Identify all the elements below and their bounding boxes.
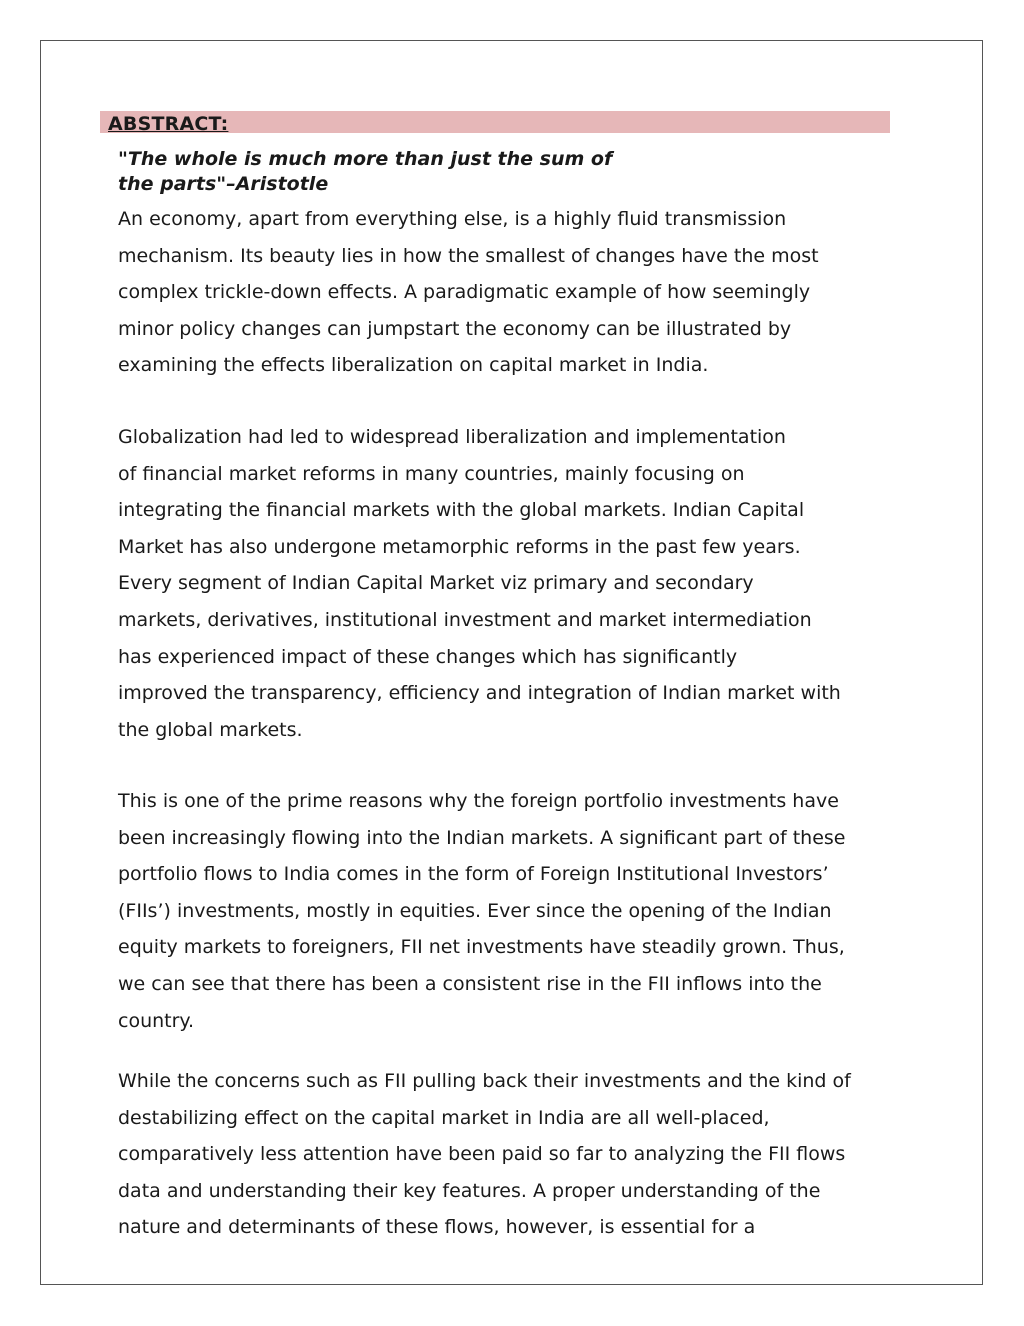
paragraph-line: data and understanding their key features. A proper understanding of the: [118, 1179, 821, 1202]
paragraph-line: of financial market reforms in many countries, mainly focusing on: [118, 462, 745, 485]
paragraph-line: we can see that there has been a consistent rise in the FII inflows into the: [118, 972, 822, 995]
paragraph-line: been increasingly flowing into the Indian markets. A significant part of these: [118, 826, 846, 849]
paragraph-line: the global markets.: [118, 718, 303, 741]
aristotle-quote: [118, 147, 678, 197]
quote-line-2: the parts"–Aristotle: [118, 173, 329, 195]
paragraph-line: destabilizing effect on the capital market in India are all well-placed,: [118, 1106, 770, 1129]
quote-line-1: "The whole is much more than just the sum of: [118, 148, 613, 170]
abstract-heading: ABSTRACT:: [108, 113, 229, 135]
paragraph-line: country.: [118, 1009, 194, 1032]
paragraph-4: [118, 1063, 908, 1246]
paragraph-line: Market has also undergone metamorphic reforms in the past few years.: [118, 535, 801, 558]
paragraph-line: (FIIs’) investments, mostly in equities. Ever since the opening of the Indian: [118, 899, 832, 922]
paragraph-line: portfolio flows to India comes in the form of Foreign Institutional Investors’: [118, 863, 829, 886]
paragraph-2: [118, 419, 908, 748]
paragraph-line: equity markets to foreigners, FII net investments have steadily grown. Thus,: [118, 936, 845, 959]
paragraph-1: [118, 201, 908, 384]
paragraph-line: minor policy changes can jumpstart the economy can be illustrated by: [118, 317, 792, 340]
paragraph-line: examining the effects liberalization on capital market in India.: [118, 354, 709, 377]
paragraph-line: integrating the financial markets with the global markets. Indian Capital: [118, 499, 805, 522]
paragraph-line: This is one of the prime reasons why the foreign portfolio investments have: [118, 790, 839, 812]
paragraph-line: markets, derivatives, institutional investment and market intermediation: [118, 608, 812, 631]
paragraph-line: mechanism. Its beauty lies in how the smallest of changes have the most: [118, 244, 819, 267]
paragraph-line: nature and determinants of these flows, however, is essential for a: [118, 1216, 756, 1239]
paragraph-line: While the concerns such as FII pulling back their investments and the kind of: [118, 1070, 851, 1092]
paragraph-line: has experienced impact of these changes which has significantly: [118, 645, 738, 668]
paragraph-line: An economy, apart from everything else, is a highly fluid transmission: [118, 208, 787, 230]
paragraph-line: comparatively less attention have been paid so far to analyzing the FII flows: [118, 1143, 846, 1166]
paragraph-3: [118, 783, 908, 1039]
paragraph-line: Globalization had led to widespread liberalization and implementation: [118, 426, 786, 448]
paragraph-line: complex trickle-down effects. A paradigmatic example of how seemingly: [118, 281, 811, 304]
paragraph-line: improved the transparency, efficiency and integration of Indian market with: [118, 682, 841, 705]
paragraph-line: Every segment of Indian Capital Market viz primary and secondary: [118, 572, 754, 595]
